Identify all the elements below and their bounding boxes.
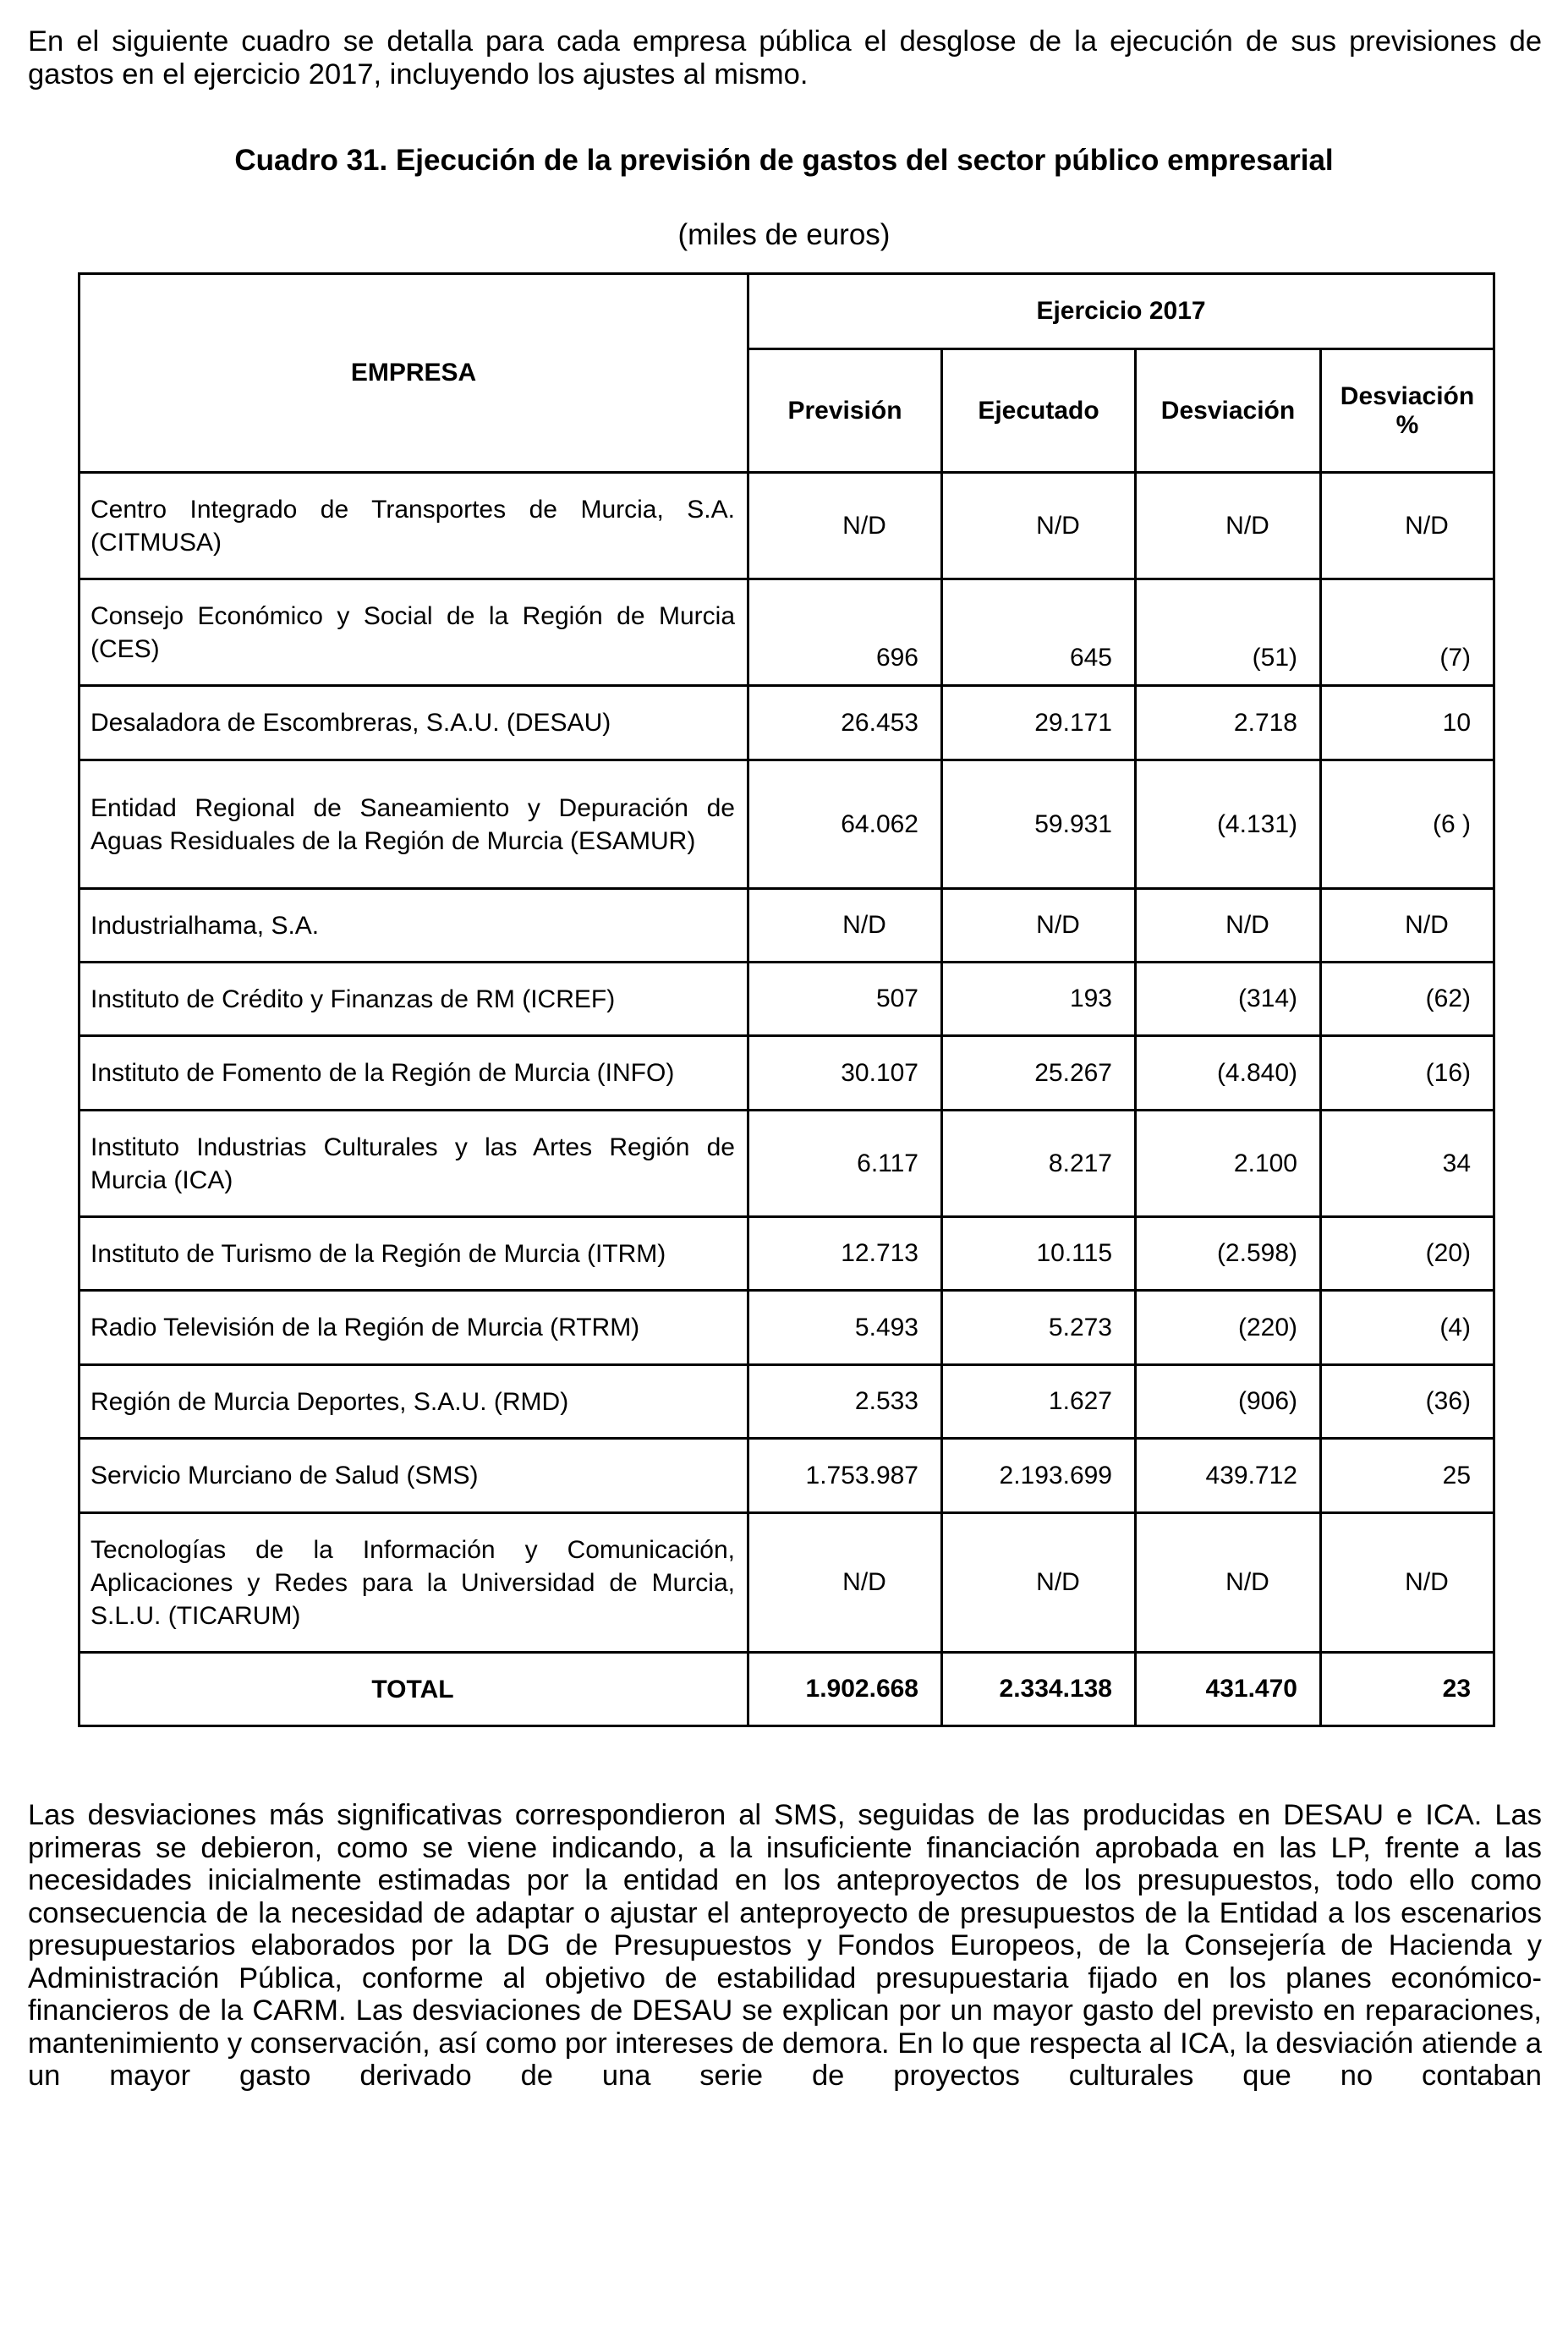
header-ejecutado: Ejecutado <box>942 349 1136 473</box>
cell-desviacion-pct: (36) <box>1321 1365 1494 1439</box>
cell-prevision: 696 <box>748 579 942 686</box>
row-name: Región de Murcia Deportes, S.A.U. (RMD) <box>79 1365 748 1439</box>
table-row <box>79 963 1494 1036</box>
cell-desviacion: (4.840) <box>1136 1036 1321 1111</box>
row-name: Servicio Murciano de Salud (SMS) <box>79 1439 748 1513</box>
table-row <box>79 1291 1494 1365</box>
cell-prevision: 5.493 <box>748 1291 942 1365</box>
cell-desviacion-pct: 25 <box>1321 1439 1494 1513</box>
cell-desviacion-pct: (20) <box>1321 1217 1494 1291</box>
cell-desviacion: 2.718 <box>1136 686 1321 760</box>
cell-ejecutado: 10.115 <box>942 1217 1136 1291</box>
cell-prevision: 30.107 <box>748 1036 942 1111</box>
cell-desviacion-pct: N/D <box>1321 1513 1494 1653</box>
cell-desviacion-pct: N/D <box>1321 473 1494 579</box>
analysis-paragraph: Las desviaciones más significativas correspondieron al SMS, seguidas de las producidas en DESAU e ICA. Las primeras se debieron, como se viene indicando, a la insuficiente financiación aprobada en las LP, frente a las necesidades inicialmente estimadas por la entidad en los anteproyectos de los presupuestos, todo ello como consecuencia de la necesidad de adaptar o ajustar el anteproyecto de presupuestos de la Entidad a los escenarios presupuestarios elaborados por la DG de Presupuestos y Fondos Europeos, de la Consejería de Hacienda y Administración Pública, conforme al objetivo de estabilidad presupuestaria fijado en los planes económico-financieros de la CARM. Las desviaciones de DESAU se explican por un mayor gasto del previsto en reparaciones, mantenimiento y conservación, así como por intereses de demora. En lo que respecta al ICA, la desviación atiende a un mayor gasto derivado de una serie de proyectos culturales que no contaban <box>28 1799 1542 2092</box>
cell-desviacion: (314) <box>1136 963 1321 1036</box>
total-prevision: 1.902.668 <box>748 1653 942 1726</box>
cell-ejecutado: 29.171 <box>942 686 1136 760</box>
cell-ejecutado: 193 <box>942 963 1136 1036</box>
cell-ejecutado: 1.627 <box>942 1365 1136 1439</box>
cell-prevision: 2.533 <box>748 1365 942 1439</box>
header-desviacion-pct: Desviación % <box>1321 349 1494 473</box>
cell-desviacion: (4.131) <box>1136 760 1321 889</box>
cell-prevision: N/D <box>748 1513 942 1653</box>
cell-prevision: 12.713 <box>748 1217 942 1291</box>
table-row <box>79 473 1494 579</box>
cell-ejecutado: N/D <box>942 473 1136 579</box>
table-row <box>79 1036 1494 1111</box>
cell-desviacion-pct: (7) <box>1321 579 1494 686</box>
total-row <box>79 1653 1494 1726</box>
cell-prevision: 64.062 <box>748 760 942 889</box>
table-row <box>79 1365 1494 1439</box>
header-desviacion: Desviación <box>1136 349 1321 473</box>
row-name: Instituto de Crédito y Finanzas de RM (ICREF) <box>79 963 748 1036</box>
row-name: Radio Televisión de la Región de Murcia (RTRM) <box>79 1291 748 1365</box>
table-row <box>79 579 1494 686</box>
cell-desviacion-pct: (62) <box>1321 963 1494 1036</box>
cell-prevision: 507 <box>748 963 942 1036</box>
table-row <box>79 889 1494 963</box>
cell-ejecutado: 8.217 <box>942 1111 1136 1217</box>
cell-desviacion: (220) <box>1136 1291 1321 1365</box>
row-name: Consejo Económico y Social de la Región de Murcia (CES) <box>79 579 748 686</box>
table-row <box>79 1111 1494 1217</box>
row-name: Tecnologías de la Información y Comunicación, Aplicaciones y Redes para la Universidad de Murcia, S.L.U. (TICARUM) <box>79 1513 748 1653</box>
cell-desviacion: (51) <box>1136 579 1321 686</box>
row-name: Instituto de Turismo de la Región de Murcia (ITRM) <box>79 1217 748 1291</box>
header-ejercicio-2017: Ejercicio 2017 <box>748 274 1494 349</box>
cell-ejecutado: N/D <box>942 889 1136 963</box>
row-name: Industrialhama, S.A. <box>79 889 748 963</box>
cell-ejecutado: 59.931 <box>942 760 1136 889</box>
cell-desviacion: N/D <box>1136 889 1321 963</box>
cell-desviacion-pct: 34 <box>1321 1111 1494 1217</box>
table-title: Cuadro 31. Ejecución de la previsión de gastos del sector público empresarial <box>234 144 1334 177</box>
table-row <box>79 686 1494 760</box>
row-name: Entidad Regional de Saneamiento y Depuración de Aguas Residuales de la Región de Murcia (ESAMUR) <box>79 760 748 889</box>
header-empresa: EMPRESA <box>79 274 748 473</box>
cell-ejecutado: N/D <box>942 1513 1136 1653</box>
cell-prevision: 6.117 <box>748 1111 942 1217</box>
cell-prevision: 1.753.987 <box>748 1439 942 1513</box>
intro-paragraph: En el siguiente cuadro se detalla para cada empresa pública el desglose de la ejecución de sus previsiones de gastos en el ejercicio 2017, incluyendo los ajustes al mismo. <box>28 25 1542 91</box>
cell-desviacion-pct: (4) <box>1321 1291 1494 1365</box>
cell-desviacion-pct: (16) <box>1321 1036 1494 1111</box>
total-ejecutado: 2.334.138 <box>942 1653 1136 1726</box>
cell-desviacion-pct: 10 <box>1321 686 1494 760</box>
table-row <box>79 1513 1494 1653</box>
cell-ejecutado: 5.273 <box>942 1291 1136 1365</box>
cell-prevision: N/D <box>748 889 942 963</box>
cell-prevision: 26.453 <box>748 686 942 760</box>
table-units: (miles de euros) <box>677 218 891 251</box>
cell-desviacion: 2.100 <box>1136 1111 1321 1217</box>
table-row <box>79 1439 1494 1513</box>
row-name: Centro Integrado de Transportes de Murcia, S.A. (CITMUSA) <box>79 473 748 579</box>
row-name: Desaladora de Escombreras, S.A.U. (DESAU) <box>79 686 748 760</box>
cell-desviacion: (906) <box>1136 1365 1321 1439</box>
total-desviacion: 431.470 <box>1136 1653 1321 1726</box>
cell-ejecutado: 25.267 <box>942 1036 1136 1111</box>
cell-ejecutado: 645 <box>942 579 1136 686</box>
row-name: Instituto Industrias Culturales y las Artes Región de Murcia (ICA) <box>79 1111 748 1217</box>
cell-desviacion-pct: (6 ) <box>1321 760 1494 889</box>
table-row <box>79 1217 1494 1291</box>
header-prevision: Previsión <box>748 349 942 473</box>
budget-execution-table <box>78 272 1495 1727</box>
table-row <box>79 760 1494 889</box>
cell-desviacion: 439.712 <box>1136 1439 1321 1513</box>
total-label: TOTAL <box>79 1653 748 1726</box>
row-name: Instituto de Fomento de la Región de Murcia (INFO) <box>79 1036 748 1111</box>
cell-desviacion: N/D <box>1136 473 1321 579</box>
total-desviacion-pct: 23 <box>1321 1653 1494 1726</box>
cell-prevision: N/D <box>748 473 942 579</box>
cell-ejecutado: 2.193.699 <box>942 1439 1136 1513</box>
cell-desviacion: N/D <box>1136 1513 1321 1653</box>
cell-desviacion: (2.598) <box>1136 1217 1321 1291</box>
cell-desviacion-pct: N/D <box>1321 889 1494 963</box>
